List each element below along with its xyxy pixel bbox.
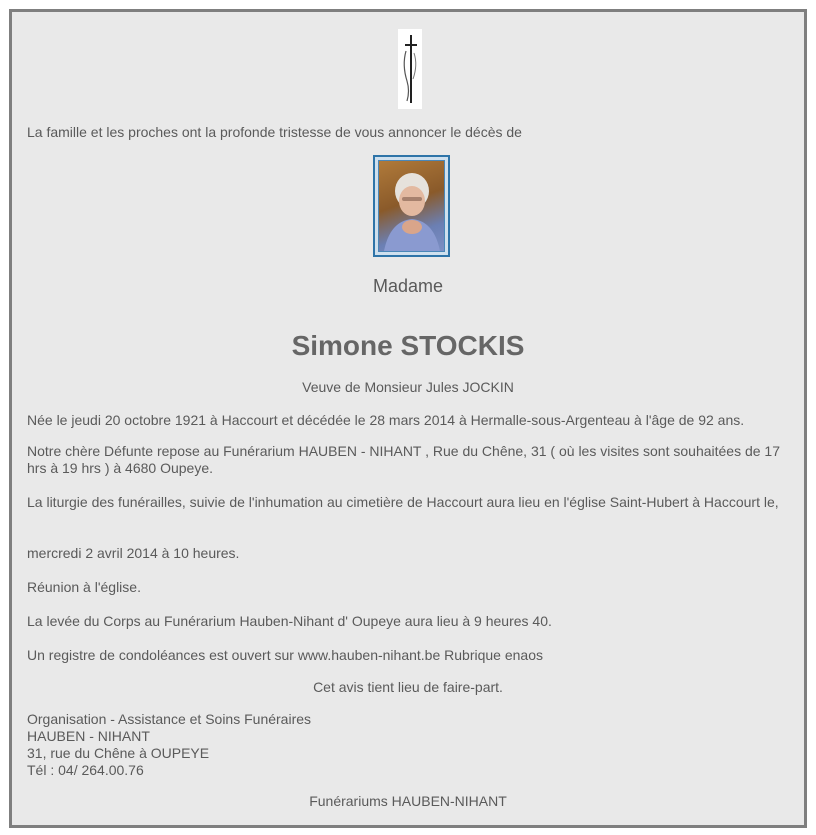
condolence-register-text: Un registre de condoléances est ouvert sur www.hauben-nihant.be Rubrique enaos — [27, 647, 543, 663]
footer-text: Funérariums HAUBEN-NIHANT — [309, 793, 507, 809]
organisation-phone: Tél : 04/ 264.00.76 — [27, 762, 144, 778]
organisation-address: 31, rue du Chêne à OUPEYE — [27, 745, 210, 761]
organisation-name: HAUBEN - NIHANT — [27, 728, 150, 744]
birth-death-text: Née le jeudi 20 octobre 1921 à Haccourt et décédée le 28 mars 2014 à Hermalle-sous-Argenteau à l'âge de 92 ans. — [27, 412, 745, 428]
notice-text: Cet avis tient lieu de faire-part. — [313, 679, 503, 695]
obituary-card — [9, 9, 807, 828]
organisation-line: Organisation - Assistance et Soins Funéraires — [27, 711, 312, 727]
liturgy-text: La liturgie des funérailles, suivie de l'inhumation au cimetière de Haccourt aura lieu en l'église Saint-Hubert à Haccourt le, — [27, 494, 779, 510]
liturgy-date: mercredi 2 avril 2014 à 10 heures. — [27, 545, 240, 561]
cross-image — [398, 29, 422, 109]
deceased-name: Simone STOCKIS — [291, 330, 525, 361]
widow-line: Veuve de Monsieur Jules JOCKIN — [302, 379, 514, 395]
portrait-photo — [373, 155, 450, 257]
organisation-block — [27, 711, 789, 779]
body-lift-text: La levée du Corps au Funérarium Hauben-Nihant d' Oupeye aura lieu à 9 heures 40. — [27, 613, 552, 629]
cross-icon — [398, 29, 422, 109]
intro-text: La famille et les proches ont la profonde tristesse de vous annoncer le décès de — [27, 124, 522, 140]
honorific-title: Madame — [372, 276, 444, 296]
rest-place-text: Notre chère Défunte repose au Funérarium HAUBEN - NIHANT , Rue du Chêne, 31 ( où les visites sont souhaitées de 17 hrs à 19 hrs ) à 4680 Oupeye. — [27, 443, 781, 476]
meeting-text: Réunion à l'église. — [27, 579, 141, 595]
